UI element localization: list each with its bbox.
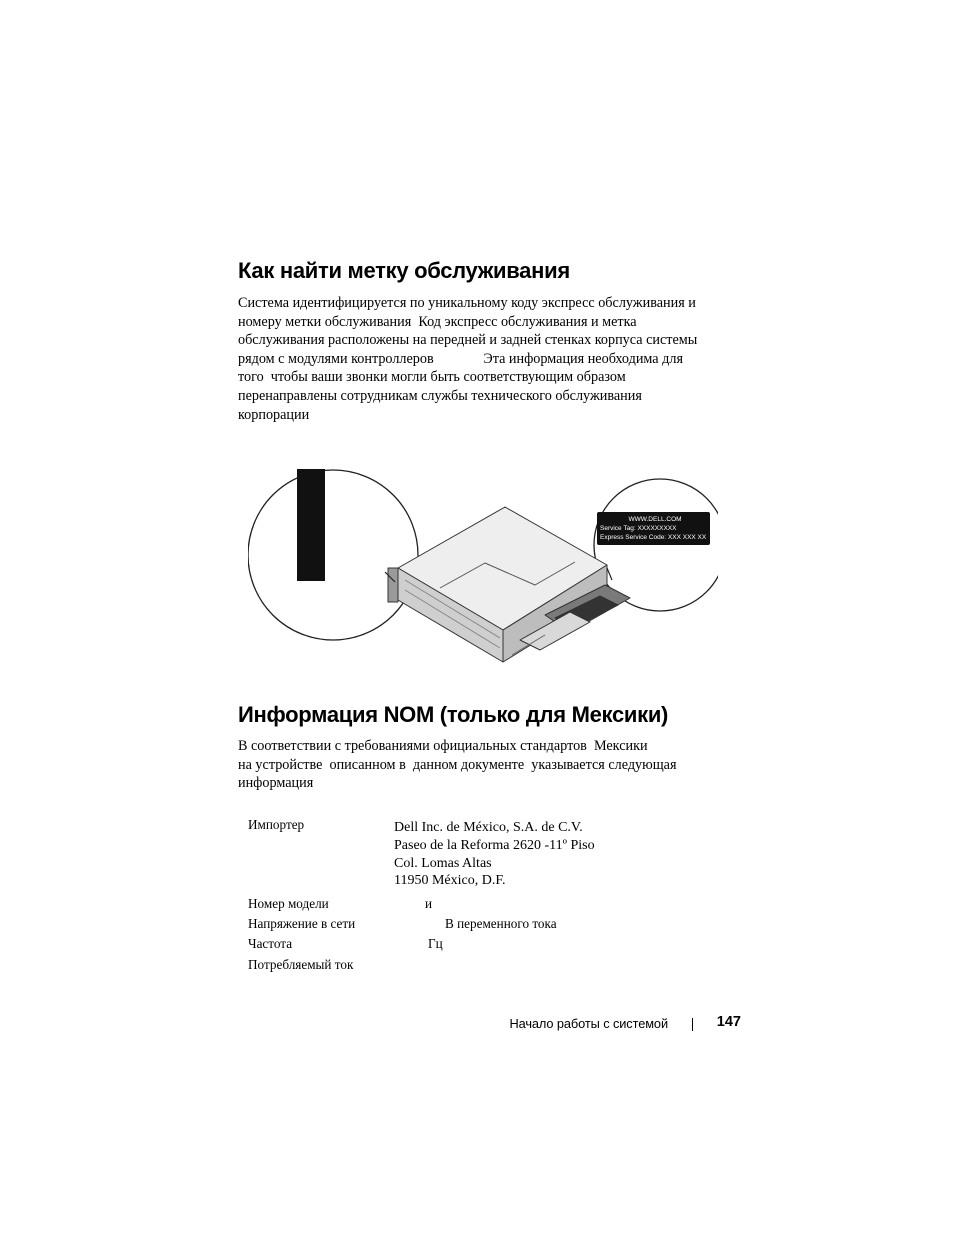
footer-section-name: Начало работы с системой <box>509 1016 668 1031</box>
paragraph-line: информация <box>238 775 314 792</box>
section-title-service-tag: Как найти метку обслуживания <box>238 258 570 283</box>
voltage-label: Напряжение в сети <box>248 916 356 931</box>
footer-separator <box>692 1018 693 1031</box>
label-service-tag: Service Tag: XXXXXXXXX <box>600 525 677 532</box>
paragraph-line: В соответствии с требованиями официальных стандартов Мексики <box>238 738 648 754</box>
label-url: WWW.DELL.COM <box>340 538 346 588</box>
address-line: Dell Inc. de México, S.A. de C.V. <box>394 820 583 835</box>
frequency-label: Частота <box>248 936 293 951</box>
voltage-value: В переменного тока <box>445 916 557 931</box>
address-line: Col. Lomas Altas <box>394 855 492 871</box>
label-express-code: Express Service Code: XXX XXX XX <box>325 509 331 608</box>
address-line: 11950 México, D.F. <box>394 873 506 889</box>
section-title-nom: Информация NOM (только для Мексики) <box>238 702 669 727</box>
paragraph-line: корпорации <box>238 406 310 423</box>
paragraph-line: на устройстве описанном в данном документе указывается следующая <box>238 756 677 773</box>
table-row-importer <box>248 817 728 892</box>
page-number: 147 <box>716 1014 741 1030</box>
paragraph-line: обслуживания расположены на передней и задней стенках корпуса системы <box>238 332 698 349</box>
enclosure-illustration <box>248 462 718 672</box>
label-url: WWW.DELL.COM <box>628 516 682 523</box>
label-express-code: Express Service Code: XXX XXX XX <box>600 534 707 541</box>
paragraph-line: того чтобы ваши звонки могли быть соответствующим образом <box>238 369 626 386</box>
nom-paragraph <box>238 737 738 793</box>
paragraph-line: Система идентифицируется по уникальному коду экспресс обслуживания и <box>238 295 696 311</box>
model-value: и <box>425 896 433 911</box>
paragraph-line: перенаправлены сотрудникам службы технического обслуживания <box>238 387 642 404</box>
address-line: Paseo de la Reforma 2620 -11º Piso <box>394 837 595 853</box>
paragraph-line: рядом с модулями контроллеров Эта информация необходима для <box>238 350 683 367</box>
importer-label: Импортер <box>248 817 305 832</box>
frequency-value: Гц <box>428 936 443 951</box>
importer-address <box>394 819 595 890</box>
paragraph-line: номеру метки обслуживания Код экспресс обслуживания и метка <box>238 313 637 330</box>
page-footer <box>500 1014 743 1034</box>
current-label: Потребляемый ток <box>248 957 354 972</box>
label-service-tag: Service Tag: XXXXXXXX <box>332 509 339 576</box>
service-tag-paragraph <box>238 294 738 424</box>
model-label: Номер модели <box>248 896 329 911</box>
